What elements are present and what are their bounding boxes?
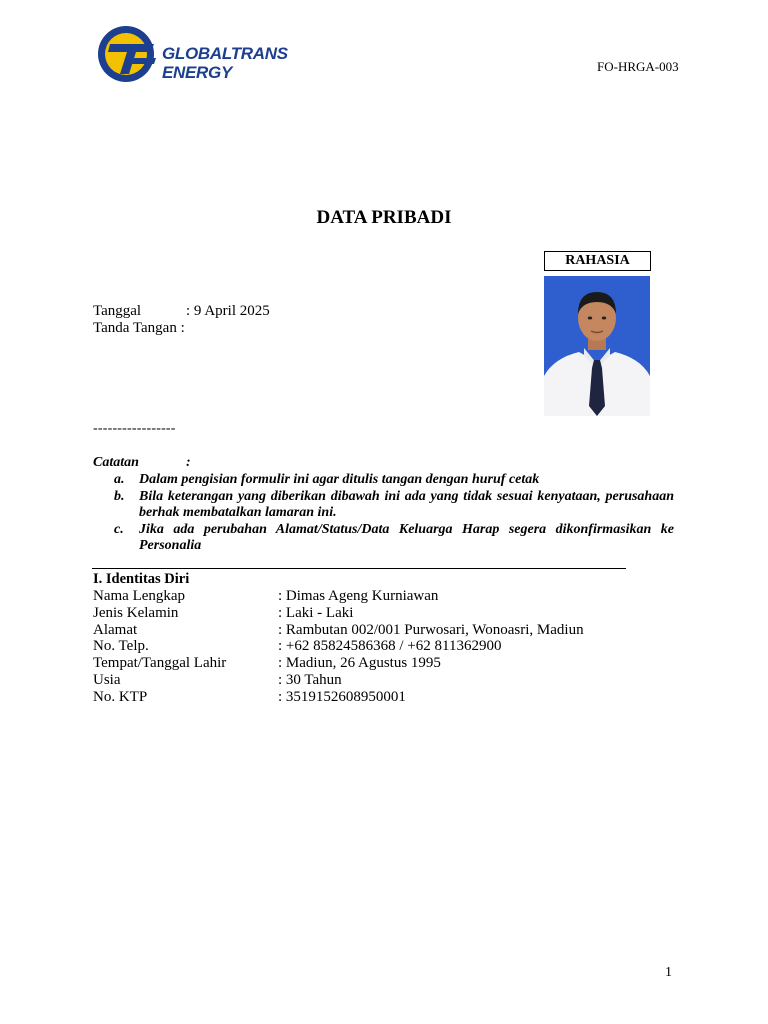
- page-title: DATA PRIBADI: [316, 207, 452, 228]
- confidential-badge: RAHASIA: [544, 251, 651, 271]
- field-row-phone: [93, 638, 653, 655]
- section-title: I. Identitas Diri: [93, 571, 190, 587]
- note-text: Dalam pengisian formulir ini agar ditulis tangan dengan huruf cetak: [139, 472, 540, 487]
- field-row-birth: [93, 655, 653, 672]
- person-photo-icon: [544, 276, 650, 416]
- note-letter: c.: [114, 521, 124, 537]
- field-value: : 3519152608950001: [278, 688, 406, 705]
- field-row-age: [93, 672, 653, 689]
- signature-label: Tanda Tangan :: [93, 320, 185, 336]
- field-label: Usia: [93, 671, 121, 688]
- note-item: [114, 489, 674, 522]
- section-divider: [92, 568, 626, 569]
- field-label: No. Telp.: [93, 638, 149, 655]
- field-value: : Rambutan 002/001 Purwosari, Wonoasri, Madiun: [278, 621, 584, 638]
- notes-label: Catatan: [93, 455, 139, 470]
- page-number: 1: [665, 965, 672, 980]
- note-item: [114, 522, 674, 555]
- note-item: [114, 472, 674, 489]
- field-label: Nama Lengkap: [93, 588, 186, 604]
- field-row-gender: [93, 605, 653, 622]
- field-label: Tempat/Tanggal Lahir: [93, 655, 227, 672]
- field-label: No. KTP: [93, 688, 148, 705]
- field-value: : Dimas Ageng Kurniawan: [278, 588, 439, 604]
- notes-colon: :: [186, 455, 191, 470]
- field-value: : 30 Tahun: [278, 671, 342, 688]
- date-label: Tanggal: [93, 303, 142, 319]
- field-row-address: [93, 622, 653, 639]
- field-value: : Madiun, 26 Agustus 1995: [278, 655, 441, 672]
- field-row-ktp: [93, 689, 653, 706]
- field-label: Jenis Kelamin: [93, 604, 179, 621]
- logo-line1: GLOBALTRANS: [162, 44, 288, 63]
- field-label: Alamat: [93, 621, 138, 638]
- notes-list: [114, 472, 674, 555]
- signature-line: -----------------: [93, 421, 176, 436]
- note-text: Jika ada perubahan Alamat/Status/Data Keluarga Harap segera dikonfirmasikan ke Personalia: [139, 521, 674, 553]
- note-letter: b.: [114, 488, 125, 504]
- note-text: Bila keterangan yang diberikan dibawah ini ada yang tidak sesuai kenyataan, perusahaan berhak membatalkan lamaran ini.: [139, 488, 674, 520]
- date-value: : 9 April 2025: [186, 303, 270, 319]
- note-letter: a.: [114, 472, 125, 487]
- field-value: : Laki - Laki: [278, 604, 354, 621]
- form-code: FO-HRGA-003: [597, 59, 679, 74]
- identity-fields: [93, 588, 653, 706]
- field-row-name: [93, 588, 653, 605]
- company-logo-text: [162, 44, 288, 82]
- field-value: : +62 85824586368 / +62 811362900: [278, 638, 502, 655]
- logo-line2: ENERGY: [162, 63, 232, 82]
